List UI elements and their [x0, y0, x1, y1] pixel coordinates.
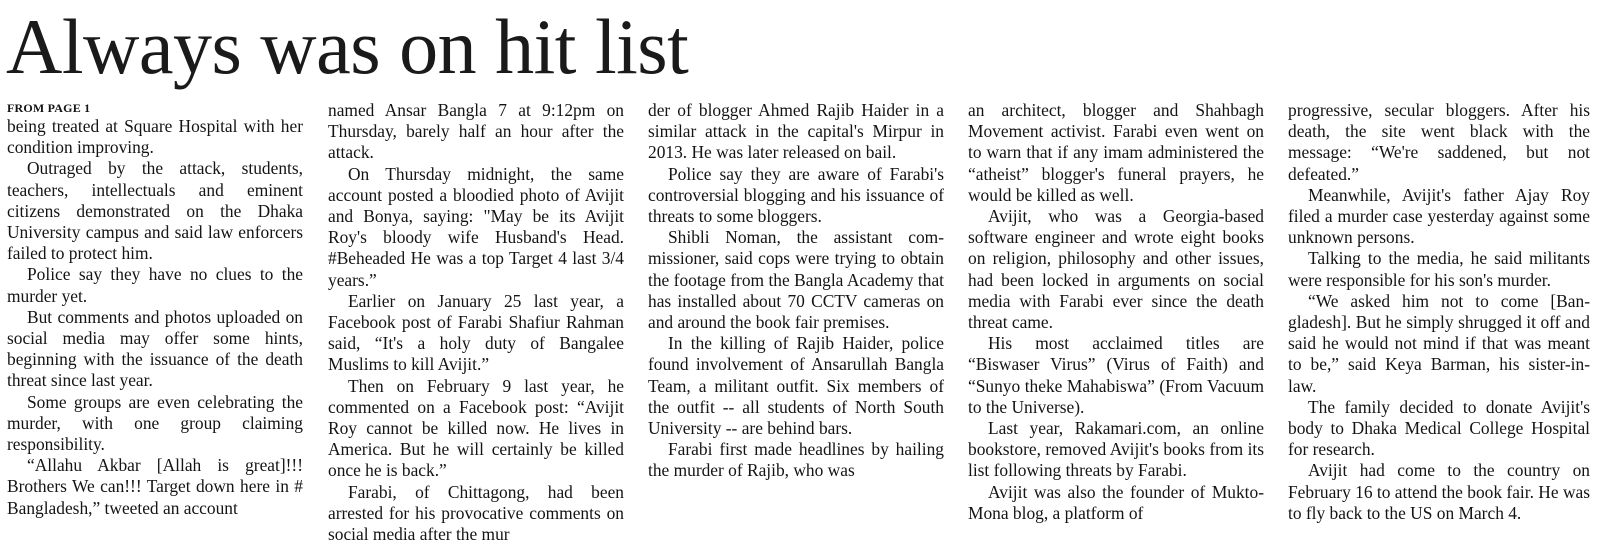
paragraph: His most acclaimed titles are “Biswaser Virus” (Virus of Faith) and “Sunyo theke Mahabiswa” (From Vacuum to the Universe).	[968, 333, 1264, 417]
paragraph: Earlier on January 25 last year, a Facebook post of Farabi Shafiur Rahman said, “It's a holy duty of Bangalee Muslims to kill Avijit.”	[328, 290, 624, 375]
paragraph: Police say they have no clues to the murder yet.	[7, 264, 303, 306]
paragraph: Then on February 9 last year, he commented on a Facebook post: “Avijit Roy cannot be killed now. He lives in America. But he will certainly be killed once he is back.”	[328, 375, 624, 481]
article-column-4	[968, 100, 1264, 552]
paragraph: Police say they are aware of Farabi's controversial blogging and his issuance of threats to some bloggers.	[648, 163, 944, 227]
paragraph: “Allahu Akbar [Allah is great]!!! Brothers We can!!! Target down here in # Bangladesh,” tweeted an account	[7, 455, 303, 518]
paragraph: Meanwhile, Avijit's father Ajay Roy filed a murder case yesterday against some unknown persons.	[1288, 184, 1590, 248]
paragraph: Avijit, who was a Georgia-based software engineer and wrote eight books on religion, philosophy and other issues, had been locked in arguments on social media with Farabi ever since the death threat came.	[968, 206, 1264, 333]
article-column-5	[1288, 100, 1590, 552]
paragraph: named Ansar Bangla 7 at 9:12pm on Thursday, barely half an hour after the attack.	[328, 100, 624, 163]
paragraph: Some groups are even celebrating the murder, with one group claiming responsibility.	[7, 391, 303, 455]
paragraph: Farabi first made headlines by hailing the murder of Rajib, who was	[648, 439, 944, 481]
paragraph: But comments and photos uploaded on social media may offer some hints, beginning with the issuance of the death threat since last year.	[7, 306, 303, 391]
paragraph: der of blogger Ahmed Rajib Haider in a similar attack in the capital's Mirpur in 2013. He was later released on bail.	[648, 100, 944, 163]
paragraph: an architect, blogger and Shahbagh Movement activist. Farabi even went on to warn that if any imam administered the “atheist” blogger's funeral prayers, he would be killed as well.	[968, 100, 1264, 205]
paragraph: “We asked him not to come [Bangladesh]. But he simply shrugged it off and said he would not mind if that was meant to be,” said Keya Barman, his sister-in-law.	[1288, 290, 1590, 396]
paragraph: progressive, secular bloggers. After his death, the site went black with the message: “We're saddened, but not defeated.”	[1288, 100, 1590, 184]
article-column-1	[7, 100, 303, 552]
paragraph: Talking to the media, he said militants were responsible for his son's murder.	[1288, 248, 1590, 290]
paragraph: Farabi, of Chittagong, had been arrested for his provocative comments on social media after the mur	[328, 481, 624, 545]
paragraph: Avijit was also the founder of Mukto-Mona blog, a platform of	[968, 481, 1264, 523]
article-column-2	[328, 100, 624, 552]
paragraph: On Thursday midnight, the same account posted a bloodied photo of Avijit and Bonya, saying: "May be its Avijit Roy's bloody wife Husband's Head. #Beheaded He was a top Target 4 last 3/4 years.”	[328, 163, 624, 290]
headline: Always was on hit list	[6, 3, 689, 90]
article-column-3	[648, 100, 944, 552]
paragraph: being treated at Square Hospital with her condition improving.	[7, 116, 303, 158]
paragraph: Outraged by the attack, students, teachers, intellectuals and eminent citizens demonstrated on the Dhaka University campus and said law enforcers failed to protect him.	[7, 158, 303, 264]
jump-line: FROM PAGE 1	[7, 101, 91, 115]
paragraph: Avijit had come to the country on February 16 to attend the book fair. He was to fly back to the US on March 4.	[1288, 460, 1590, 523]
paragraph: Last year, Rakamari.com, an online bookstore, removed Avijit's books from its list following threats by Farabi.	[968, 418, 1264, 481]
paragraph: In the killing of Rajib Haider, police found involvement of Ansarullah Bangla Team, a militant outfit. Six members of the outfit -- all students of North South University -- are behind bars.	[648, 333, 944, 439]
paragraph: Shibli Noman, the assistant commissioner, said cops were trying to obtain the footage from the Bangla Academy that has installed about 70 CCTV cameras on and around the book fair premises.	[648, 227, 944, 333]
paragraph: The family decided to donate Avijit's body to Dhaka Medical College Hospital for research.	[1288, 396, 1590, 460]
